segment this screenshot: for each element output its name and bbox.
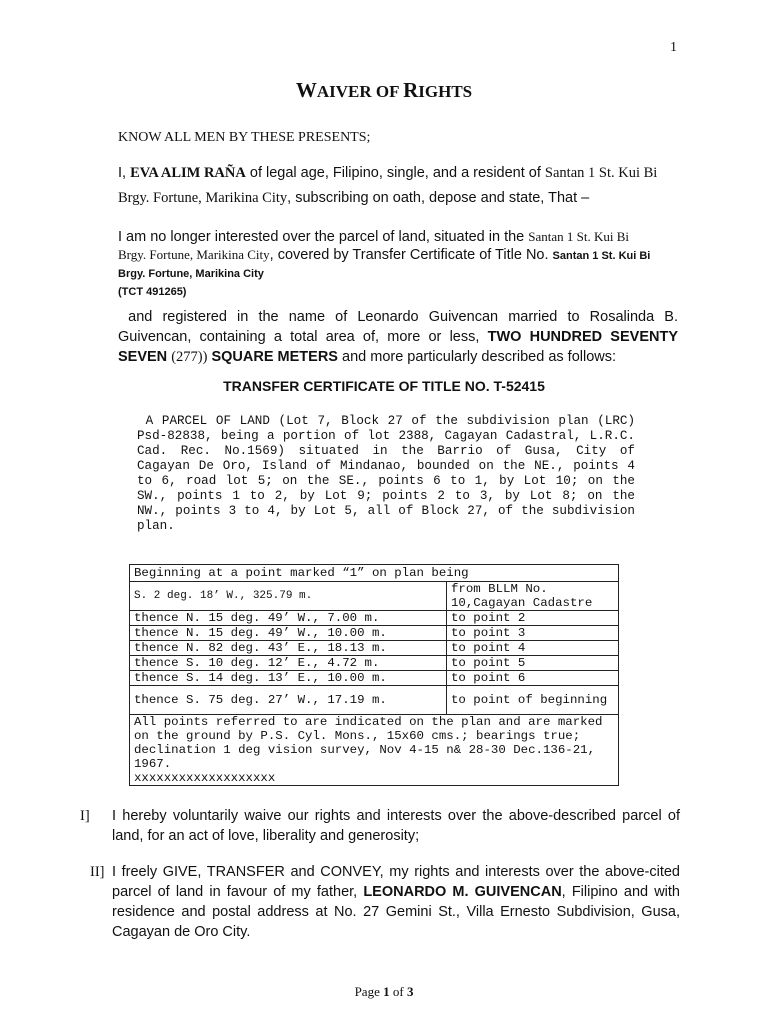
preamble: KNOW ALL MEN BY THESE PRESENTS; — [118, 130, 371, 145]
table-row: thence S. 14 deg. 13’ E., 10.00 m. to point 6 — [130, 671, 619, 686]
x-line: xxxxxxxxxxxxxxxxxxx — [134, 771, 276, 785]
table-row: thence S. 10 deg. 12’ E., 4.72 m. to point 5 — [130, 656, 619, 671]
page-number: 1 — [670, 40, 677, 55]
metes-note: All points referred to are indicated on the plan and are marked on the ground by P.S. Cyl. Mons., 15x60 cms.; bearings true; declination 1 deg vision survey, Nov 4-15 n& 28-30 Dec.136-21, 1967. xxxxxxxxxxxxxxxxxxx — [130, 715, 619, 786]
tct-heading: TRANSFER CERTIFICATE OF TITLE NO. T-52415 — [223, 378, 545, 394]
tct-number: (TCT 491265) — [118, 286, 187, 298]
metes-start-reference: from BLLM No. 10,Cagayan Cadastre — [447, 582, 619, 611]
metes-bounds-table — [129, 564, 619, 786]
document-title: WAIVER OF RIGHTS — [295, 78, 473, 102]
interest-paragraph: I am no longer interested over the parcel of land, situated in the Santan 1 St. Kui Bi Brgy. Fortune, Marikina City, covered by Transfer Certificate of Title No. Santan 1 St. Kui Bi Brgy. Fortune, Marikina City (TCT 491265) — [118, 229, 651, 298]
declarant-name: EVA ALIM RAÑA — [130, 165, 246, 181]
page-footer: Page 1 of 3 — [354, 984, 414, 999]
metes-start-bearing: S. 2 deg. 18’ W., 325.79 m. — [130, 582, 447, 611]
parcel-description: A PARCEL OF LAND (Lot 7, Block 27 of the subdivision plan (LRC) Psd-82838, being a portion of lot 2388, Cagayan Cadastral, L.R.C. Cad. Rec. No.1569) situated in the Barrio of Gusa, City of Cagayan De Oro, Island of Mindanao, bounded on the NE., points 4 to 6, road lot 5; on the SE., points 6 to 1, by Lot 10; on the SW., points 1 to 2, by Lot 9; points 2 to 3, by Lot 8; on the NW., points 3 to 4, by Lot 5, all of Block 27, of the subdivision plan. — [137, 414, 636, 533]
table-row: thence N. 15 deg. 49’ W., 10.00 m. to point 3 — [130, 626, 619, 641]
table-row: thence S. 75 deg. 27’ W., 17.19 m. to point of beginning — [130, 686, 619, 715]
metes-header: Beginning at a point marked “1” on plan being — [130, 565, 619, 582]
registration-paragraph: and registered in the name of Leonardo Guivencan married to Rosalinda B. Guivencan, containing a total area of, more or less, TWO HUNDRED SEVENTY SEVEN (277)) SQUARE METERS and more particularly described as follows: — [118, 309, 678, 365]
table-row: thence N. 82 deg. 43’ E., 18.13 m. to point 4 — [130, 641, 619, 656]
grantee-name: LEONARDO M. GUIVENCAN — [363, 884, 562, 900]
table-row: thence N. 15 deg. 49’ W., 7.00 m. to point 2 — [130, 611, 619, 626]
intro-paragraph: I, EVA ALIM RAÑA of legal age, Filipino, single, and a resident of Santan 1 St. Kui Bi Brgy. Fortune, Marikina City, subscribing on oath, depose and state, That – — [118, 165, 658, 206]
